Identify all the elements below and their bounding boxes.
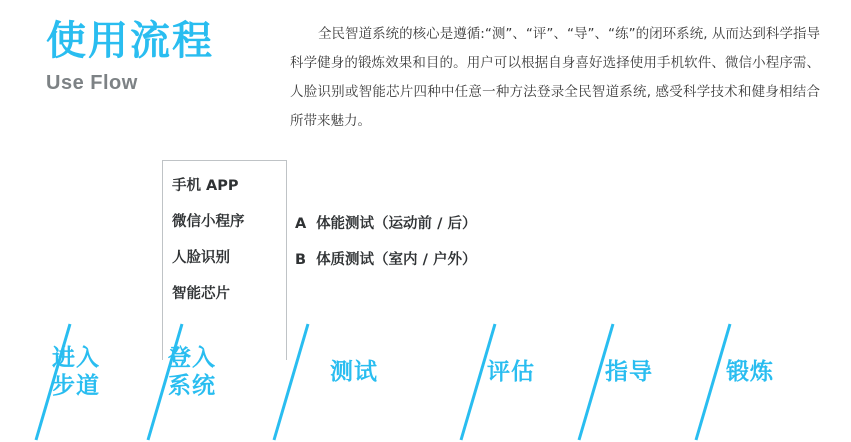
list-item-label: 体能测试（运动前 / 后） <box>316 216 477 232</box>
stage-guide <box>573 322 693 442</box>
login-method-list <box>172 168 280 312</box>
stage-login <box>142 322 262 442</box>
stage-test <box>268 322 458 442</box>
list-item: 人脸识别 <box>172 250 230 266</box>
page-subtitle: Use Flow <box>46 72 138 94</box>
stage-label <box>605 358 653 386</box>
stage-label-line1: 登入 <box>168 345 216 371</box>
stage-label-line2: 步道 <box>52 373 100 399</box>
stage-label-line1: 进入 <box>52 345 100 371</box>
slash-icon <box>268 322 312 442</box>
test-type-list <box>295 206 555 278</box>
stage-train <box>690 322 820 442</box>
title-block <box>46 18 296 95</box>
list-item-tag: B <box>295 252 307 268</box>
stage-label <box>52 344 100 400</box>
list-item-tag: A <box>295 216 307 232</box>
page-title: 使用流程 <box>46 18 214 64</box>
list-item: 智能芯片 <box>172 286 230 302</box>
stage-enter <box>30 322 150 442</box>
list-item-label: 体质测试（室内 / 户外） <box>316 252 477 268</box>
stage-label-line1: 锻炼 <box>726 359 774 385</box>
stage-label-line1: 指导 <box>605 359 653 385</box>
list-item: 微信小程序 <box>172 214 245 230</box>
stage-label-line1: 测试 <box>330 359 378 385</box>
stage-label <box>487 358 535 386</box>
list-item <box>295 242 555 278</box>
stage-label-line2: 系统 <box>168 373 216 399</box>
stage-label <box>330 358 378 386</box>
stage-evaluate <box>455 322 585 442</box>
intro-paragraph: 全民智道系统的核心是遵循:“测”、“评”、“导”、“练”的闭环系统, 从而达到科学指导科学健身的锻炼效果和目的。用户可以根据自身喜好选择使用手机软件、微信小程序需、人脸识别或智能芯片四种中任意一种方法登录全民智道系统, 感受科学技术和健身相结合所带来魅力。 <box>290 26 820 129</box>
connector-line-top-horizontal <box>162 160 286 161</box>
stage-bar <box>0 322 851 442</box>
stage-label <box>168 344 216 400</box>
list-item: 手机 APP <box>172 178 239 194</box>
stage-label <box>726 358 774 386</box>
stage-label-line1: 评估 <box>487 359 535 385</box>
list-item <box>295 206 555 242</box>
